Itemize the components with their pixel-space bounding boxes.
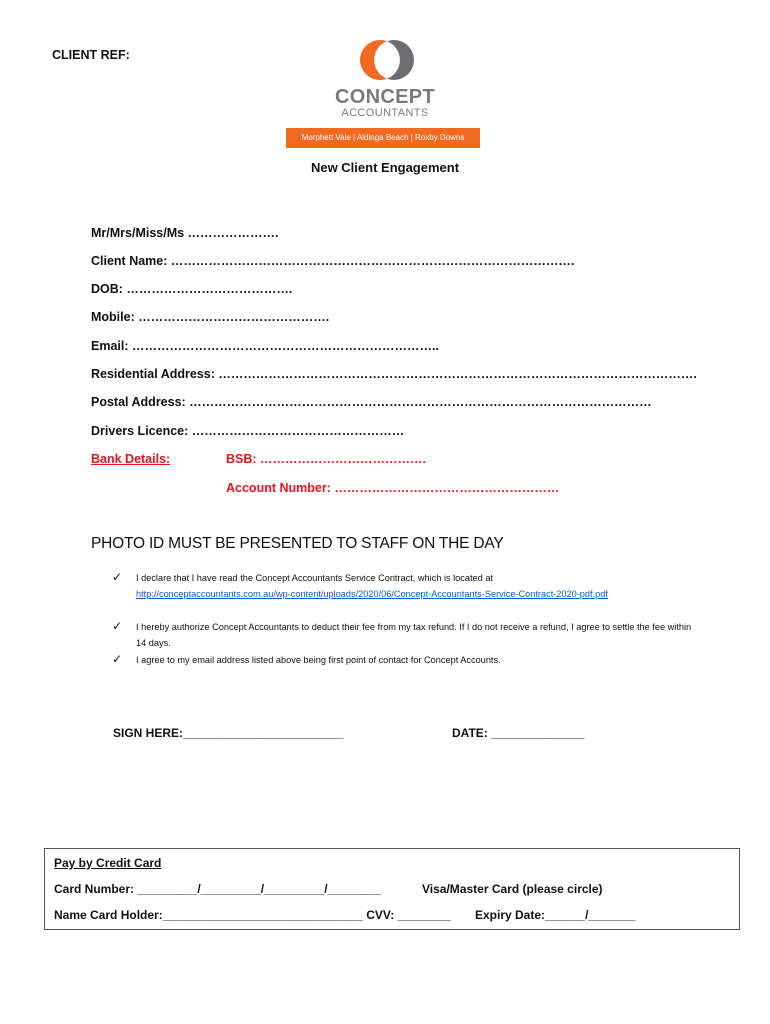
- card-type-option[interactable]: Visa/Master Card (please circle): [422, 882, 603, 896]
- credit-card-box: [44, 848, 740, 930]
- page-title: New Client Engagement: [310, 160, 460, 175]
- dob-field[interactable]: DOB: ………………………………….: [91, 282, 293, 296]
- logo-word-concept: CONCEPT: [335, 86, 435, 108]
- declaration-fee-authorization: I hereby authorize Concept Accountants to deduct their fee from my tax refund. If I do not receive a refund, I agree to settle the fee within 14 days.: [136, 622, 692, 648]
- declaration-email-contact: I agree to my email address listed above being first point of contact for Concept Accounts.: [136, 655, 501, 665]
- locations-tagline: Morphett Vale | Aldinga Beach | Roxby Downs: [286, 128, 480, 148]
- checkmark-icon: ✓: [112, 652, 123, 666]
- card-holder-cvv-field[interactable]: Name Card Holder:______________________________ CVV: ________: [54, 908, 451, 922]
- sign-here-field[interactable]: SIGN HERE:________________________: [113, 726, 344, 740]
- bsb-field[interactable]: BSB: ………………………………….: [226, 452, 426, 466]
- checkmark-icon: ✓: [112, 619, 123, 633]
- client-name-field[interactable]: Client Name: …………………………………………………………………………………….: [91, 254, 575, 268]
- declaration-contract: [136, 570, 696, 602]
- credit-card-heading: Pay by Credit Card: [54, 856, 162, 870]
- card-number-field[interactable]: Card Number: _________/_________/_________/________: [54, 882, 381, 896]
- declaration-contract-text: I declare that I have read the Concept Accountants Service Contract, which is located at: [136, 573, 493, 583]
- drivers-licence-field[interactable]: Drivers Licence: ……………………………………………: [91, 424, 405, 438]
- checkmark-icon: ✓: [112, 570, 123, 584]
- client-ref-label: CLIENT REF:: [52, 48, 130, 62]
- postal-address-field[interactable]: Postal Address: …………………………………………………………………………………………………: [91, 395, 652, 409]
- logo-word-accountants: ACCOUNTANTS: [341, 107, 429, 119]
- mobile-field[interactable]: Mobile: ……………………………………….: [91, 310, 330, 324]
- account-number-field[interactable]: Account Number: ………………………………………………: [226, 481, 560, 495]
- date-field[interactable]: DATE: ______________: [452, 726, 585, 740]
- bank-details-label: Bank Details:: [91, 452, 171, 466]
- photo-id-notice: PHOTO ID MUST BE PRESENTED TO STAFF ON THE DAY: [91, 535, 504, 552]
- residential-address-field[interactable]: Residential Address: …………………………………………………………………………………………………….: [91, 367, 697, 381]
- expiry-date-field[interactable]: Expiry Date:______/_______: [475, 908, 636, 922]
- contract-link[interactable]: http://conceptaccountants.com.au/wp-content/uploads/2020/06/Concept-Accountants-Service-Contract-2020-pdf.pdf: [136, 589, 608, 599]
- salutation-field[interactable]: Mr/Mrs/Miss/Ms ………………….: [91, 226, 279, 240]
- email-field[interactable]: Email: ………………………………………………………………..: [91, 339, 439, 353]
- logo-icon: [360, 36, 414, 84]
